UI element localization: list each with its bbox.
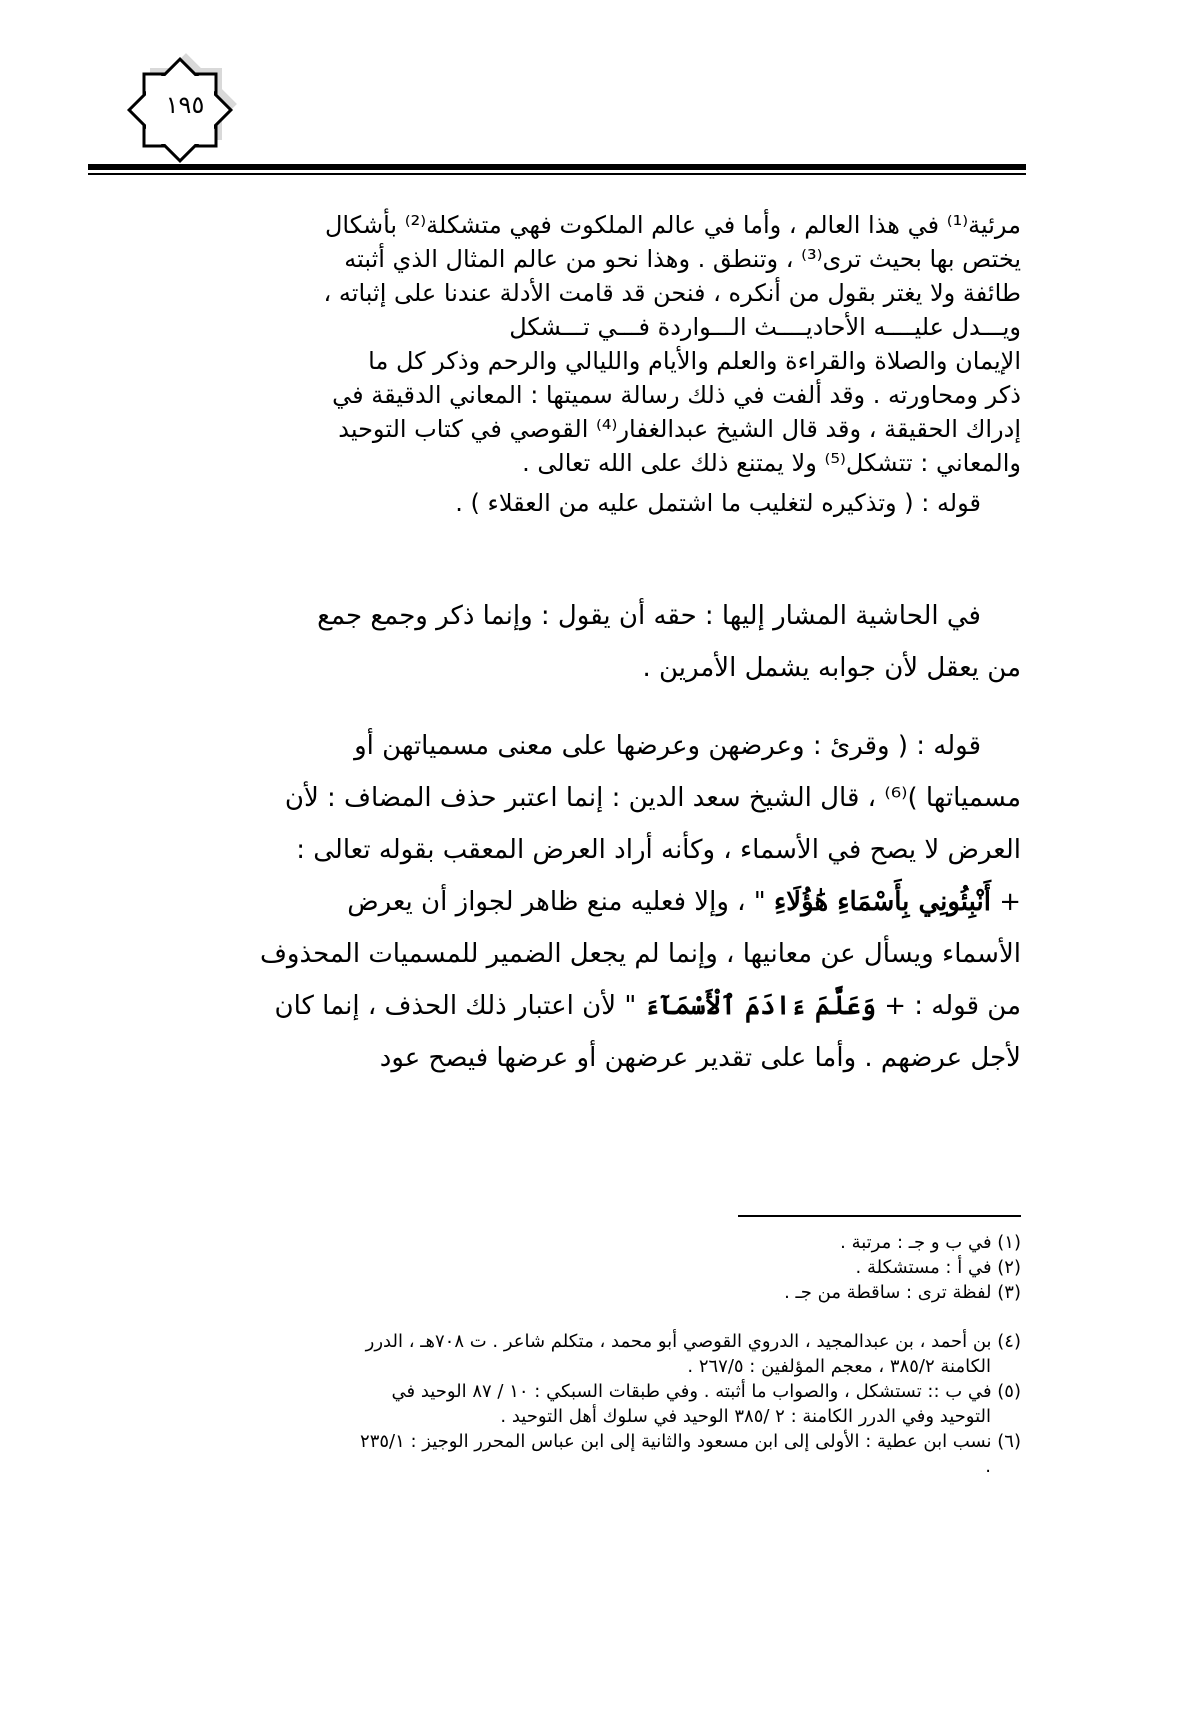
text-line: قوله : ( وقرئ : وعرضهن وعرضها على معنى مسمياتهن أو — [354, 731, 981, 761]
text-line: العرض لا يصح في الأسماء ، وكأنه أراد العرض المعقب بقوله تعالى : — [296, 835, 1021, 865]
text-line: لأجل عرضهم . وأما على تقدير عرضهن أو عرضها فيصح عود — [379, 1043, 1021, 1073]
text-line: ويـــدل عليــــه الأحاديــــث الـــواردة فـــي تـــشكل — [509, 313, 1021, 341]
main-text-wide-1 — [145, 590, 1021, 694]
text-fragment: من قوله : + — [875, 991, 1021, 1021]
plus-mark: + — [990, 887, 1021, 917]
page-number: ١٩٥ — [165, 90, 205, 119]
text-line: الأسماء ويسأل عن معانيها ، وإنما لم يجعل الضمير للمسميات المحذوف — [259, 939, 1021, 969]
main-text-wide-2 — [145, 720, 1021, 1084]
text-line: والمعاني : تتشكل⁽⁵⁾ ولا يمتنع ذلك على الله تعالى . — [522, 449, 1021, 477]
footnote-rule — [738, 1215, 1021, 1217]
footnote-2: (٢) في أ : مستشكلة . — [855, 1257, 1021, 1278]
quran-verse: وَعَلَّمَ ءَادَمَ ٱلْأَسْمَآءَ — [644, 991, 876, 1021]
footnote-5-cont: التوحيد وفي الدرر الكامنة : ٢ /٣٨٥ الوحيد في سلوك أهل التوحيد . — [500, 1406, 991, 1427]
footnote-1: (١) في ب و جـ : مرتبة . — [840, 1232, 1021, 1253]
footnote-6-cont: . — [985, 1456, 991, 1477]
text-line: يختص بها بحيث ترى⁽³⁾ ، وتنطق . وهذا نحو من عالم المثال الذي أثبته — [344, 245, 1021, 273]
footnote-6: (٦) نسب ابن عطية : الأولى إلى ابن مسعود والثانية إلى ابن عباس المحرر الوجيز : ٢٣٥/١ — [360, 1431, 1021, 1452]
text-line — [145, 980, 1021, 1032]
text-fragment: " ، وإلا فعليه منع ظاهر لجواز أن يعرض — [347, 887, 775, 917]
footnote-4-cont: الكامنة ٣٨٥/٢ ، معجم المؤلفين : ٢٦٧/٥ . — [687, 1356, 991, 1377]
text-line: الإيمان والصلاة والقراءة والعلم والأيام والليالي والرحم وذكر كل ما — [368, 347, 1021, 375]
quran-verse: أَنْبِئُونِي بِأَسْمَاءِ هَٰؤُلَاءِ — [774, 887, 991, 917]
text-line: طائفة ولا يغتر بقول من أنكره ، فنحن قد قامت الأدلة عندنا على إثباته ، — [323, 279, 1021, 307]
text-line — [145, 876, 1021, 928]
text-fragment: " لأن اعتبار ذلك الحذف ، إنما كان — [274, 991, 645, 1021]
footnote-5: (٥) في ب :: تستشكل ، والصواب ما أثبته . وفي طبقات السبكي : ١٠ / ٨٧ الوحيد في — [391, 1381, 1021, 1402]
text-line: ذكر ومحاورته . وقد ألفت في ذلك رسالة سميتها : المعاني الدقيقة في — [332, 381, 1021, 409]
main-text-dense — [145, 208, 1021, 520]
text-line: في الحاشية المشار إليها : حقه أن يقول : وإنما ذكر وجمع جمع — [317, 601, 981, 631]
text-line: إدراك الحقيقة ، وقد قال الشيخ عبدالغفار⁽⁴⁾ القوصي في كتاب التوحيد — [338, 415, 1021, 443]
footnote-4: (٤) بن أحمد ، بن عبدالمجيد ، الدروي القوصي أبو محمد ، متكلم شاعر . ت ٧٠٨هـ ، الدرر — [365, 1331, 1021, 1352]
quote-line: قوله : ( وتذكيره لتغليب ما اشتمل عليه من العقلاء ) . — [455, 489, 981, 517]
header-rule — [88, 164, 1026, 170]
footnotes — [145, 1230, 1021, 1479]
text-line: مرئية⁽¹⁾ في هذا العالم ، وأما في عالم الملكوت فهي متشكلة⁽²⁾ بأشكال — [324, 211, 1021, 239]
header-rule-thin — [88, 173, 1026, 175]
text-line: مسمياتها )⁽⁶⁾ ، قال الشيخ سعد الدين : إنما اعتبر حذف المضاف : لأن — [284, 783, 1021, 813]
footnote-3: (٣) لفظة ترى : ساقطة من جـ . — [784, 1282, 1021, 1303]
text-line: من يعقل لأن جوابه يشمل الأمرين . — [642, 653, 1021, 683]
